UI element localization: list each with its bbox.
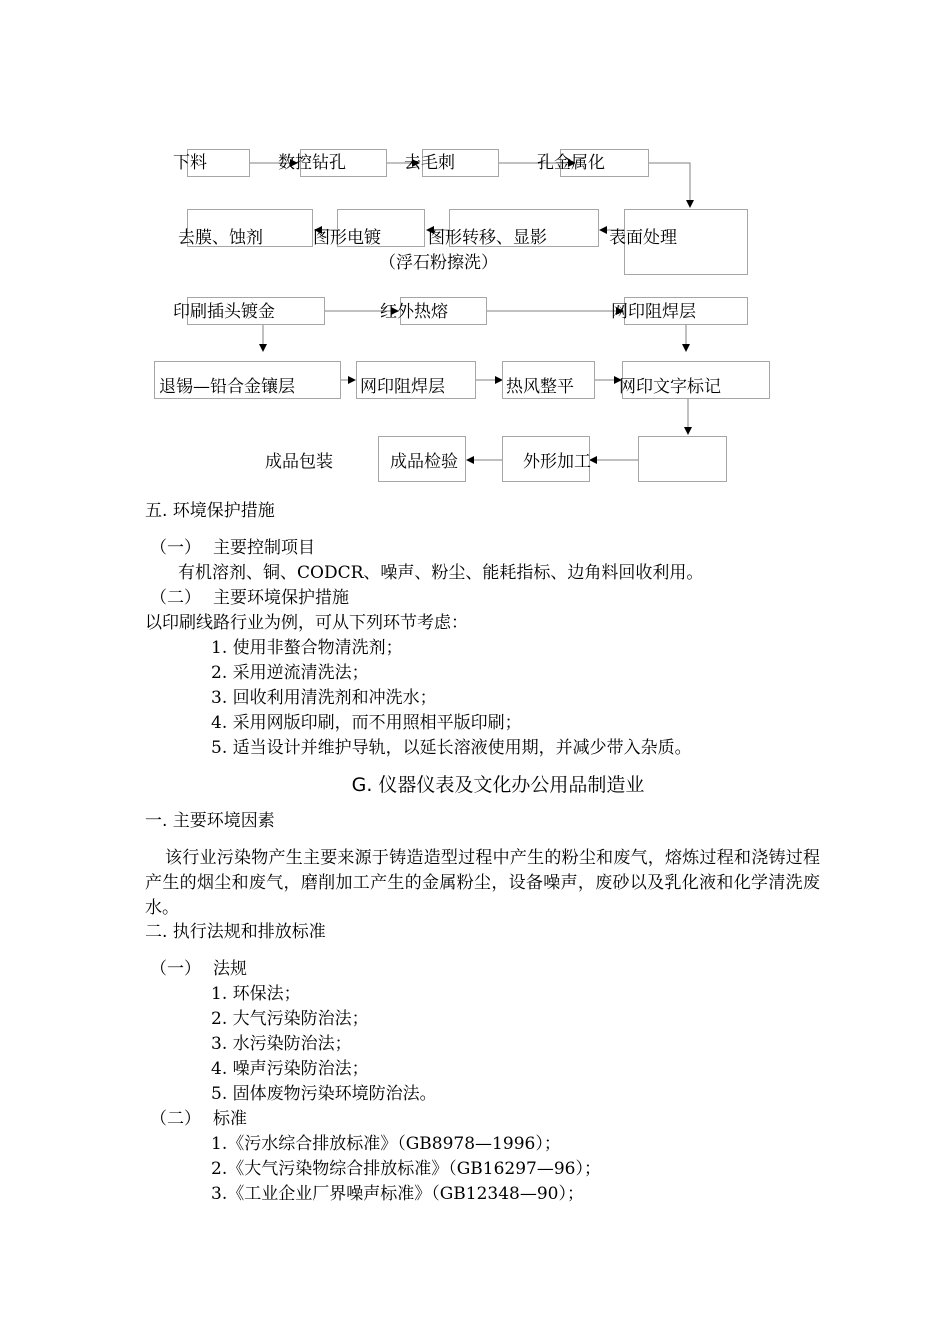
- measure-item: 5. 适当设计并维护导轨，以延长溶液使用期，并减少带入杂质。: [211, 738, 692, 758]
- flow-step-profiling: 外形加工: [523, 452, 591, 472]
- sub-heading-laws: 法规: [213, 959, 247, 979]
- measure-item: 2. 采用逆流清洗法；: [211, 663, 369, 683]
- sub-number-laws: （一）: [150, 959, 201, 979]
- sub-heading-measures: 主要环境保护措施: [213, 588, 349, 608]
- law-item: 5. 固体废物污染环境防治法。: [211, 1084, 437, 1104]
- control-items-text: 有机溶剂、铜、CODCR、噪声、粉尘、能耗指标、边角料回收利用。: [178, 563, 704, 583]
- flow-step-packaging: 成品包装: [265, 452, 333, 472]
- section-heading-regulations: 二. 执行法规和排放标准: [145, 922, 326, 942]
- section-heading-env-factors: 一. 主要环境因素: [145, 811, 275, 831]
- flow-step-blanking: 下料: [173, 153, 207, 173]
- measure-item: 1. 使用非螯合物清洗剂；: [211, 638, 403, 658]
- flow-step-solder-mask-2: 网印阻焊层: [360, 377, 445, 397]
- chapter-title: G. 仪器仪表及文化办公用品制造业: [351, 774, 645, 796]
- sub-heading-standards: 标准: [213, 1109, 247, 1129]
- flow-note-pumice: （浮石粉擦洗）: [379, 253, 498, 273]
- flow-step-ir-reflow: 红外热熔: [380, 302, 448, 322]
- flow-box-18: [638, 436, 727, 482]
- measure-item: 3. 回收利用清洗剂和冲洗水；: [211, 688, 437, 708]
- measure-item: 4. 采用网版印刷，而不用照相平版印刷；: [211, 713, 522, 733]
- flow-step-hot-air-leveling: 热风整平: [506, 377, 574, 397]
- sub-number-1: （一）: [150, 538, 201, 558]
- flow-step-pattern-plating: 图形电镀: [313, 228, 381, 248]
- flow-step-surface-treatment: 表面处理: [609, 228, 677, 248]
- sub-number-standards: （二）: [150, 1109, 201, 1129]
- env-factors-paragraph: 该行业污染物产生主要来源于铸造造型过程中产生的粉尘和废气，熔炼过程和浇铸过程产生的烟尘和废气，磨削加工产生的金属粉尘，设备噪声，废砂以及乳化液和化学清洗废水。: [145, 848, 820, 918]
- flow-step-legend-printing: 网印文字标记: [619, 377, 721, 397]
- flowchart-connectors: [0, 0, 950, 500]
- flow-step-inspection: 成品检验: [390, 452, 458, 472]
- law-item: 2. 大气污染防治法；: [211, 1009, 369, 1029]
- flow-step-solder-mask-1: 网印阻焊层: [611, 302, 696, 322]
- sub-number-2: （二）: [150, 588, 201, 608]
- measures-intro: 以印刷线路行业为例，可从下列环节考虑：: [145, 613, 468, 633]
- flow-step-deburring: 去毛刺: [404, 153, 455, 173]
- flow-step-hole-metallization: 孔金属化: [537, 153, 605, 173]
- law-item: 4. 噪声污染防治法；: [211, 1059, 369, 1079]
- flow-step-cnc-drilling: 数控钻孔: [278, 153, 346, 173]
- law-item: 1. 环保法；: [211, 984, 301, 1004]
- flow-step-gold-plating: 印刷插头镀金: [173, 302, 275, 322]
- section-heading-env-protection: 五. 环境保护措施: [145, 501, 275, 521]
- flow-step-pattern-transfer: 图形转移、显影: [428, 228, 547, 248]
- sub-heading-control-items: 主要控制项目: [213, 538, 315, 558]
- standard-item: 2.《大气污染物综合排放标准》（GB16297—96）；: [211, 1159, 602, 1179]
- standard-item: 1.《污水综合排放标准》（GB8978—1996）；: [211, 1134, 561, 1154]
- flow-step-tin-lead-strip: 退锡—铅合金镶层: [159, 377, 295, 397]
- standard-item: 3.《工业企业厂界噪声标准》（GB12348—90）；: [211, 1184, 585, 1204]
- flow-step-strip-etch: 去膜、蚀剂: [178, 228, 263, 248]
- law-item: 3. 水污染防治法；: [211, 1034, 352, 1054]
